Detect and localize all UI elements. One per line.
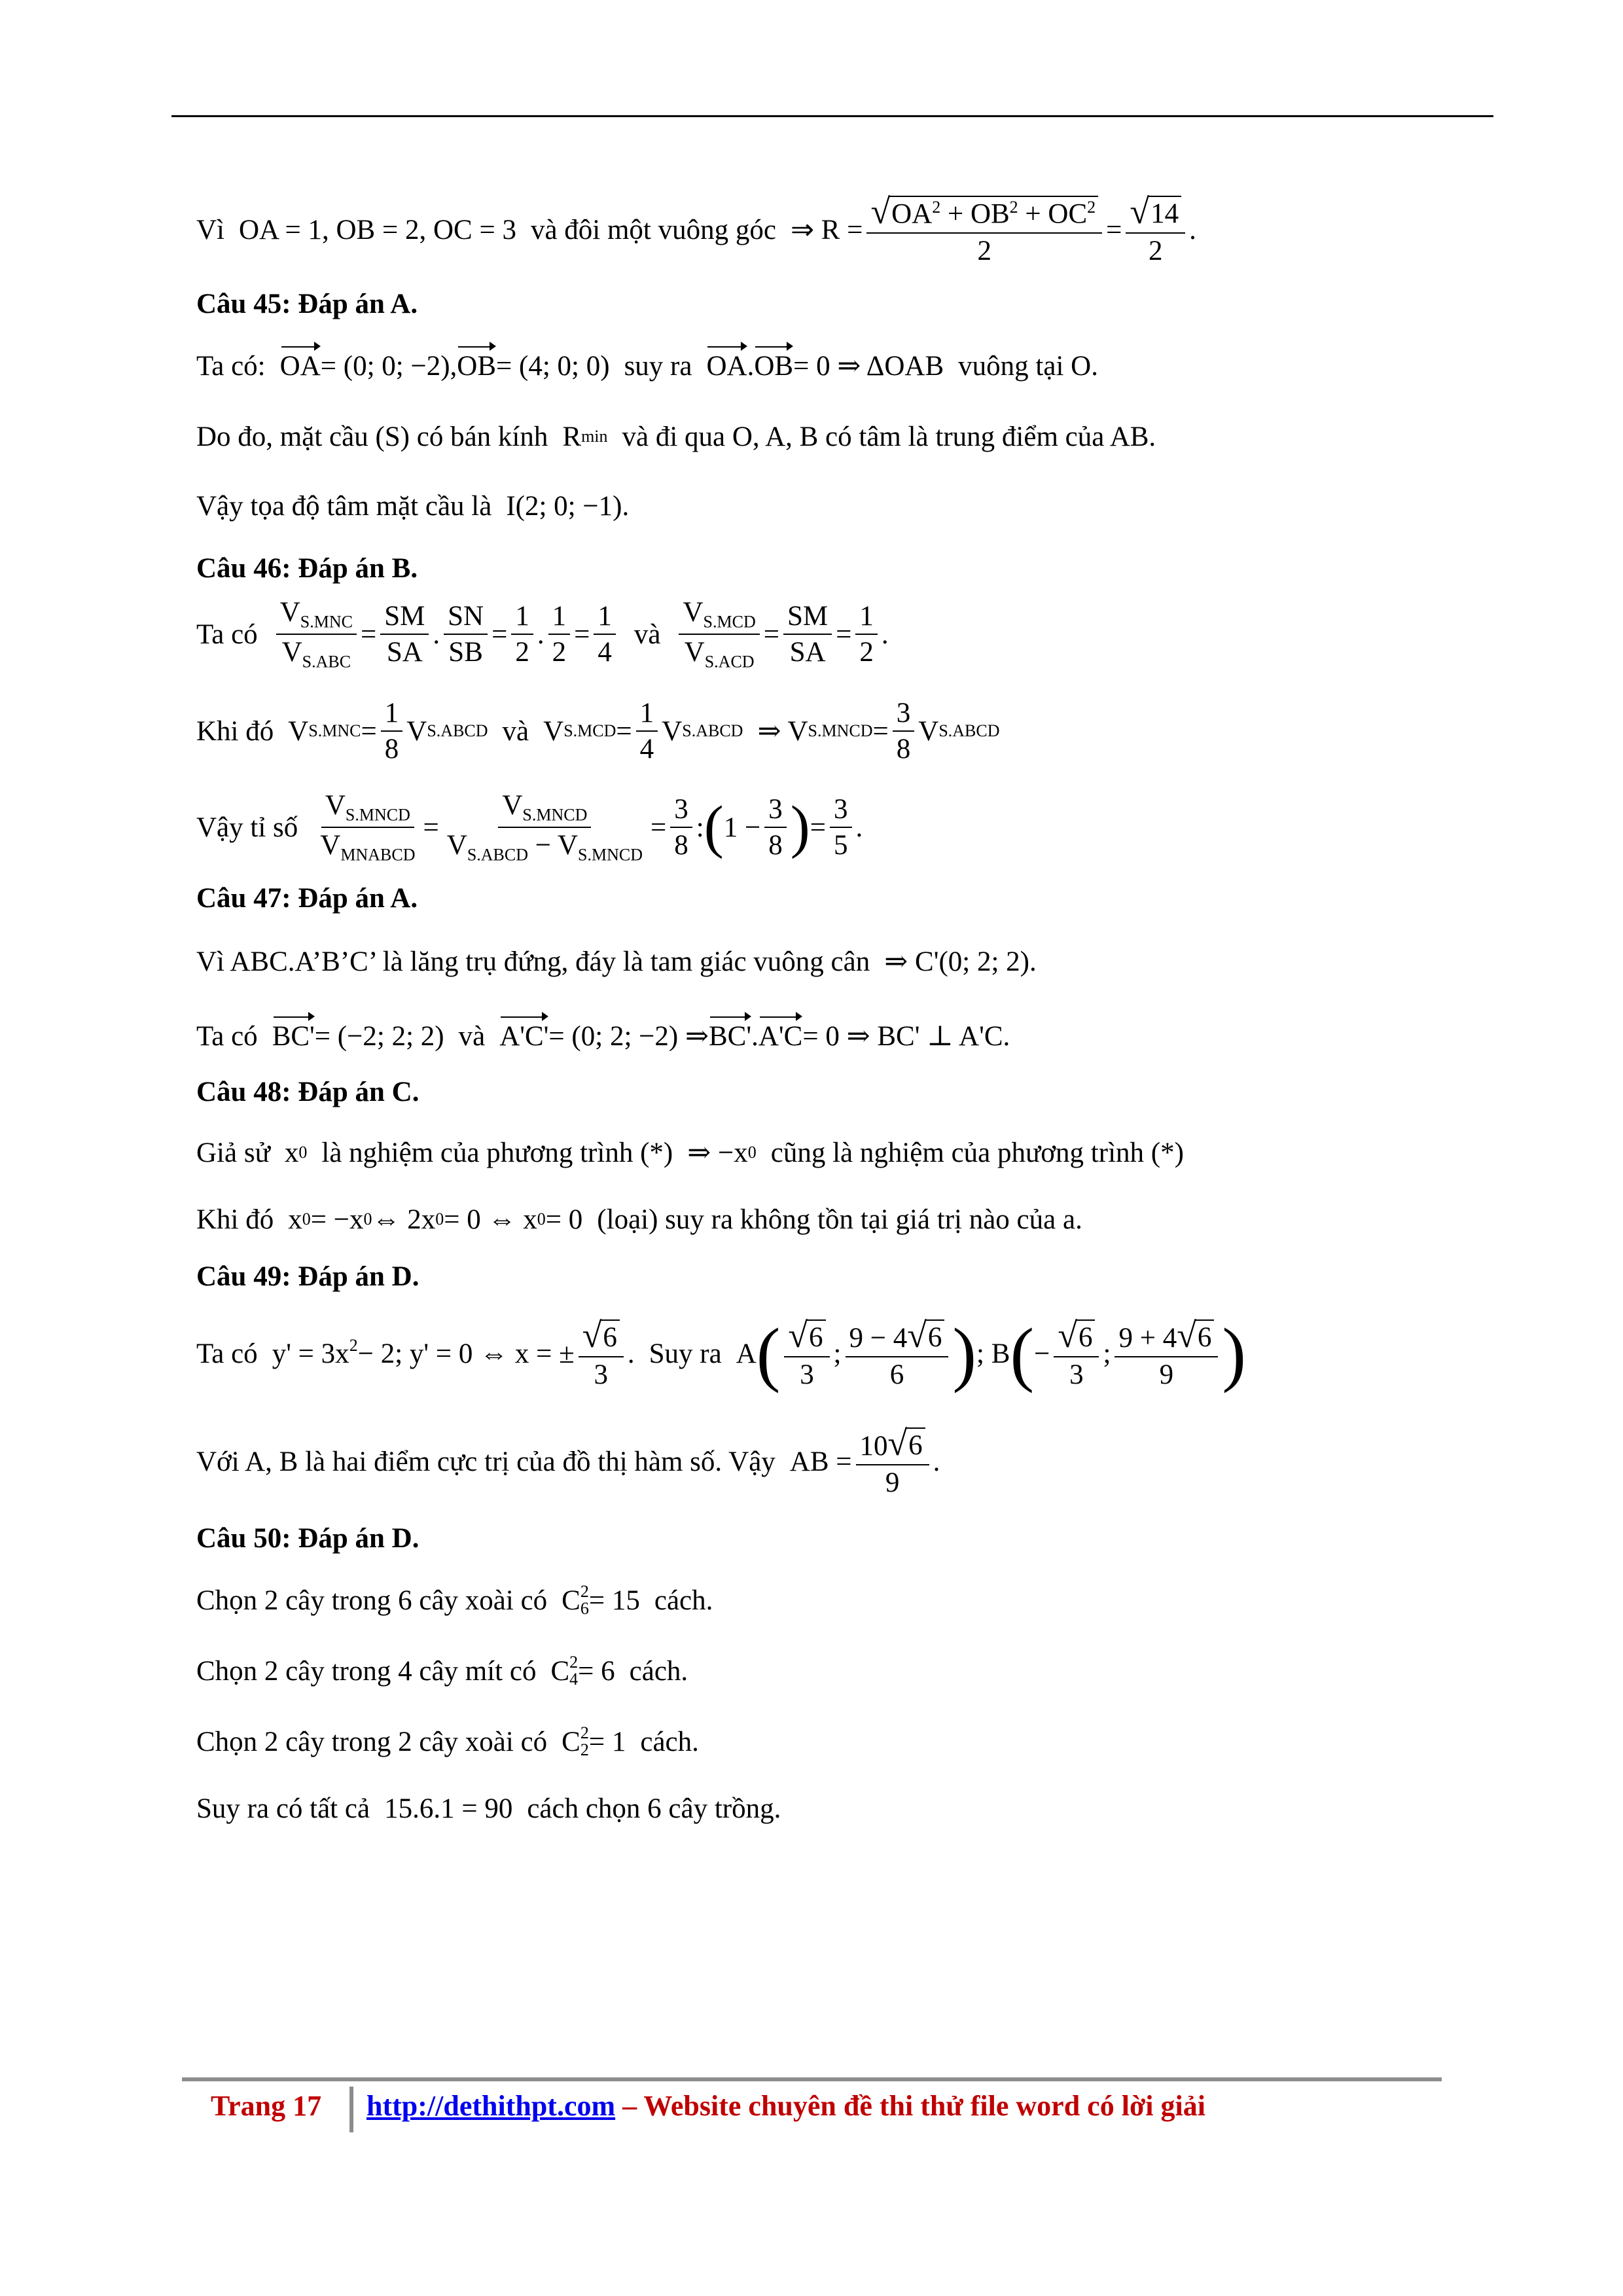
fraction [764, 795, 787, 860]
math-sub: S.MNCD [808, 721, 873, 740]
text: Khi đó [196, 715, 274, 747]
math-sub: S.ACD [704, 652, 755, 672]
math-text: 3 [670, 795, 692, 828]
math-text: . [933, 1446, 940, 1477]
line-50c [196, 1719, 1479, 1765]
math-text: V [281, 637, 302, 668]
math-sub: S.ABCD [427, 721, 488, 740]
math-text: = 6 [578, 1655, 615, 1687]
fraction [511, 601, 533, 667]
math-text: V [406, 715, 427, 747]
math-text: ⇒ C'(0; 2; 2). [884, 946, 1037, 977]
math-paren: ) [952, 1314, 977, 1393]
math-text: 5 [834, 830, 848, 861]
math-paren: ( [1010, 1314, 1035, 1393]
math-text: 3 [594, 1359, 609, 1390]
math-sub: 0 [302, 1210, 311, 1229]
text: Vì ABC.A’B’C’ là lăng trụ đứng, đáy là tam giác vuông cân [196, 946, 870, 977]
math-text: V [502, 790, 523, 821]
line-50b [196, 1648, 1479, 1694]
math-sup: 2 [580, 1582, 589, 1601]
text: cũng là nghiệm của phương trình (*) [770, 1137, 1184, 1168]
math-sub: 0 [435, 1210, 444, 1229]
math-paren: ) [1222, 1314, 1246, 1393]
math-sub: S.MCD [563, 721, 616, 740]
math-text: + OC [1025, 198, 1088, 230]
math-text: C [562, 1726, 580, 1757]
math-text: SN [444, 601, 488, 635]
math-text: C [550, 1655, 570, 1687]
question-heading-49: Câu 49: Đáp án D. [196, 1261, 419, 1292]
fraction [679, 598, 759, 671]
math-text: 1 [511, 601, 533, 635]
question-heading-46: Câu 46: Đáp án B. [196, 552, 418, 584]
math-sub: 0 [363, 1210, 372, 1229]
math-text: 6 [1076, 1319, 1096, 1353]
math-text: : [696, 812, 704, 843]
math-text: = (−2; 2; 2) [314, 1020, 444, 1052]
math-text: V [662, 715, 683, 747]
line-46b [196, 692, 1479, 770]
math-text: = 0 ⇔ x [444, 1204, 537, 1235]
vector: OB [457, 350, 497, 382]
math-text: = [360, 619, 377, 650]
vector: A'C' [499, 1020, 549, 1052]
math-sub: 0 [747, 1143, 757, 1162]
text: vuông tại O. [958, 350, 1098, 382]
math-text: = 1 [588, 1726, 626, 1757]
math-text: SA [386, 637, 423, 668]
math-text: 2 [1148, 235, 1163, 266]
math-sub: S.MNCD [578, 845, 643, 865]
math-text: . [751, 1020, 758, 1052]
vector: A'C [758, 1020, 803, 1052]
document-body [196, 194, 1479, 1831]
fraction [594, 601, 616, 667]
text: cách. [640, 1726, 699, 1757]
fraction: √ 6 3 [784, 1318, 829, 1389]
footer-tagline: – Website chuyên đề thi thử file word có lời giải [622, 2090, 1205, 2122]
text: cách. [654, 1585, 713, 1616]
math-sub: S.ABCD [682, 721, 743, 740]
math-text: 14 [1148, 196, 1181, 229]
math-text: x [288, 1204, 302, 1235]
math-text: SA [789, 637, 826, 668]
math-text: 1 [548, 601, 571, 635]
math-text: 4 [597, 637, 612, 668]
fraction [783, 601, 832, 667]
math-text: 9 [885, 1467, 900, 1498]
line-48b [196, 1196, 1479, 1242]
text: là nghiệm của phương trình (*) [321, 1137, 673, 1168]
math-text: = (4; 0; 0) [496, 350, 610, 382]
fraction: √ 6 3 [579, 1318, 624, 1389]
footer-text [366, 2089, 1205, 2123]
math-sub: 2 [580, 1740, 589, 1759]
math-text: R [562, 421, 582, 452]
line-49b [196, 1419, 1479, 1504]
fraction [380, 601, 429, 667]
math-text: OA [891, 198, 933, 230]
text: Vậy tỉ số [196, 812, 298, 843]
math-sub: 0 [537, 1210, 546, 1229]
math-sup: 2 [569, 1653, 579, 1672]
fraction [670, 795, 692, 860]
math-text: = 0 [545, 1204, 583, 1235]
math-text: 1 − [723, 812, 761, 843]
line-50d [196, 1785, 1479, 1831]
fraction [636, 698, 658, 764]
math-text: V [446, 830, 467, 861]
math-text: = 0 ⇒ BC' ⊥ A'C. [802, 1021, 1010, 1052]
math-text: = [836, 619, 852, 650]
line-47a [196, 939, 1479, 984]
radius-formula-line [196, 194, 1479, 266]
math-text: SB [448, 637, 483, 668]
math-sub: S.ABCD [938, 721, 1000, 740]
math-sup: 2 [349, 1336, 358, 1355]
math-sub: S.ABC [302, 652, 351, 672]
math-text: 6 [600, 1319, 620, 1353]
text: Với A, B là hai điểm cực trị của đồ thị hàm số. Vậy [196, 1446, 776, 1477]
math-text: = [423, 812, 439, 843]
math-text: ; B [976, 1338, 1010, 1369]
math-text: 1 [594, 601, 616, 635]
fraction [893, 698, 915, 764]
math-text: V [279, 597, 300, 628]
math-text: 9 [1159, 1359, 1174, 1390]
math-text: V [320, 830, 341, 861]
vector: OA [279, 350, 321, 382]
text: và [458, 1020, 486, 1052]
text: Suy ra có tất cả [196, 1793, 370, 1824]
fraction [381, 698, 403, 764]
line-48a [196, 1130, 1479, 1175]
text: Chọn 2 cây trong 4 cây mít có [196, 1655, 537, 1687]
fraction: √ $OA^2 + OB^2 + OC^2$ 2 [866, 194, 1102, 265]
text: và đôi một vuông góc [530, 214, 776, 245]
math-text: . [537, 619, 544, 650]
vector: BC' [272, 1020, 315, 1052]
math-sub: S.ABCD [467, 845, 529, 865]
math-sup: 2 [1087, 197, 1096, 217]
fraction: √ 6 3 [1054, 1318, 1099, 1389]
text: và [633, 619, 661, 650]
math-text: . [1189, 214, 1196, 245]
text: (loại) suy ra không tồn tại giá trị nào của a. [597, 1204, 1082, 1235]
footer-rule [182, 2077, 1442, 2081]
math-text: ⇒ R = [790, 215, 863, 245]
page-number: Trang 17 [211, 2090, 322, 2122]
fraction [316, 791, 419, 864]
math-text: 3 [764, 795, 787, 828]
math-text: V [683, 597, 704, 628]
math-sup: 2 [932, 197, 941, 217]
math-text: 15.6.1 = 90 [384, 1793, 513, 1824]
line-45a [196, 343, 1479, 389]
math-paren: ) [790, 795, 810, 859]
header-rule [171, 115, 1493, 117]
math-text: − 2; y' = 0 ⇔ x = ± [357, 1338, 575, 1369]
math-text: 8 [384, 734, 399, 764]
fraction: 9 + 4 √ 6 9 [1115, 1318, 1218, 1389]
footer-divider [349, 2087, 353, 2132]
math-text: C [562, 1585, 580, 1616]
math-text: 3 [830, 795, 852, 828]
math-text: 3 [1069, 1359, 1084, 1390]
math-text: y' = 3x [272, 1338, 349, 1369]
text: Chọn 2 cây trong 2 cây xoài có [196, 1726, 548, 1757]
math-text: ⇒ −x [687, 1138, 748, 1168]
math-text: = [616, 715, 632, 747]
math-text: 6 [925, 1319, 945, 1353]
line-46a [196, 596, 1479, 673]
math-sub: 4 [569, 1670, 579, 1689]
math-text: = [763, 619, 779, 650]
math-text: 2 [552, 637, 567, 668]
math-text: V [325, 790, 346, 821]
question-heading-48: Câu 48: Đáp án C. [196, 1076, 419, 1107]
text: Ta có [196, 619, 258, 650]
fraction: √ 14 2 [1126, 194, 1185, 265]
math-text: 6 [906, 1427, 925, 1461]
line-46c [196, 788, 1479, 867]
math-paren: ( [756, 1314, 781, 1393]
math-text: = [361, 715, 377, 747]
math-sub: S.MNCD [345, 805, 410, 825]
math-text: ⇒ V [757, 716, 808, 747]
text: Ta có: [196, 350, 266, 382]
math-text: = −x [310, 1204, 364, 1235]
math-text: . [855, 812, 863, 843]
math-text: 2 [515, 637, 529, 668]
math-text: = [651, 812, 667, 843]
math-text: V [918, 715, 939, 747]
fraction [548, 601, 571, 667]
math-text: 6 [1195, 1319, 1215, 1353]
math-sub: S.MNC [308, 721, 361, 740]
math-text: 6 [889, 1359, 904, 1390]
line-50a [196, 1577, 1479, 1623]
fraction: 9 − 4 √ 6 6 [846, 1318, 949, 1389]
math-text: 2 [977, 235, 992, 266]
math-sub: S.MNCD [522, 805, 588, 825]
math-text: 1 [855, 601, 878, 635]
math-paren: ( [704, 795, 724, 859]
fraction [830, 795, 852, 860]
math-text: = (0; 0; −2), [320, 350, 457, 382]
text: Ta có [196, 1338, 258, 1369]
math-text: = [872, 715, 889, 747]
math-sup: 2 [580, 1723, 589, 1742]
math-text: 1 [381, 698, 403, 732]
text: Suy ra [649, 1338, 722, 1369]
math-text: V [684, 637, 705, 668]
math-text: = [1106, 214, 1122, 245]
math-text: . [433, 619, 440, 650]
text: Chọn 2 cây trong 6 cây xoài có [196, 1585, 548, 1616]
fraction [276, 598, 357, 671]
math-text: = (0; 2; −2) ⇒ [548, 1021, 709, 1052]
math-text: V [543, 715, 564, 747]
line-49a [196, 1301, 1479, 1406]
math-sub: S.MNC [300, 612, 353, 632]
line-47b [196, 1013, 1479, 1059]
vector: BC' [708, 1020, 752, 1052]
math-text: = 0 ⇒ ΔOAB [793, 351, 944, 382]
math-text: 3 [893, 698, 915, 732]
math-text: 8 [896, 734, 911, 764]
math-text: . [881, 619, 889, 650]
text: Khi đó [196, 1204, 274, 1235]
vector: OA [706, 350, 747, 382]
math-text: . [627, 1338, 635, 1369]
fraction: 10 √ 6 9 [856, 1426, 929, 1497]
question-heading-45: Câu 45: Đáp án A. [196, 288, 418, 319]
math-text: 1 [636, 698, 658, 732]
math-sup: 2 [1009, 197, 1018, 217]
math-text: ⇔ 2x [372, 1204, 436, 1235]
math-text: 2 [859, 637, 874, 668]
text: và đi qua O, A, B có tâm là trung điểm của AB. [622, 421, 1156, 452]
math-text: AB = [789, 1446, 852, 1477]
website-link[interactable]: http://dethithpt.com [366, 2090, 616, 2122]
math-text: = [810, 812, 826, 843]
math-text: 9 + 4 [1118, 1323, 1177, 1354]
math-text: = 15 [588, 1585, 640, 1616]
text: Ta có [196, 1020, 258, 1052]
math-sub: min [581, 427, 608, 446]
math-text: 10 [859, 1431, 888, 1462]
text: Giả sử [196, 1137, 270, 1168]
question-heading-50: Câu 50: Đáp án D. [196, 1522, 419, 1554]
question-heading-47: Câu 47: Đáp án A. [196, 882, 418, 914]
math-text: 8 [768, 830, 783, 861]
math-sub: MNABCD [340, 845, 416, 865]
text: Vì [196, 214, 224, 245]
vector: OB [754, 350, 794, 382]
fraction [444, 601, 488, 667]
text: cách. [629, 1655, 688, 1687]
math-text: ; [1103, 1338, 1111, 1369]
text: suy ra [624, 350, 692, 382]
math-text: − V [535, 830, 579, 861]
math-text: SM [783, 601, 832, 635]
math-text: V [288, 715, 309, 747]
line-45c [196, 483, 1479, 529]
text: Do đo, mặt cầu (S) có bán kính [196, 421, 548, 452]
math-text: SM [380, 601, 429, 635]
math-text: x [284, 1137, 299, 1168]
math-sub: 6 [580, 1599, 589, 1618]
math-text: + OB [947, 198, 1010, 230]
fraction [855, 601, 878, 667]
math-text: = [574, 619, 590, 650]
math-text: OA = 1, OB = 2, OC = 3 [239, 214, 516, 245]
math-text: 6 [806, 1319, 826, 1353]
math-text: . [747, 350, 755, 382]
fraction [443, 791, 647, 864]
math-text: A [736, 1338, 757, 1369]
math-sub: S.MCD [703, 612, 756, 632]
math-sub: 0 [298, 1143, 308, 1162]
math-text: 4 [639, 734, 654, 764]
text: cách chọn 6 cây trồng. [527, 1793, 781, 1824]
math-text: = [491, 619, 508, 650]
text: Vậy tọa độ tâm mặt cầu là [196, 490, 492, 522]
math-text: − [1034, 1338, 1050, 1369]
math-text: 8 [674, 830, 688, 861]
text: và [502, 715, 529, 747]
math-text: 3 [800, 1359, 814, 1390]
math-text: I(2; 0; −1). [506, 490, 630, 522]
math-text: ; [833, 1338, 842, 1369]
math-text: 9 − 4 [849, 1323, 908, 1354]
line-45b [196, 414, 1479, 459]
